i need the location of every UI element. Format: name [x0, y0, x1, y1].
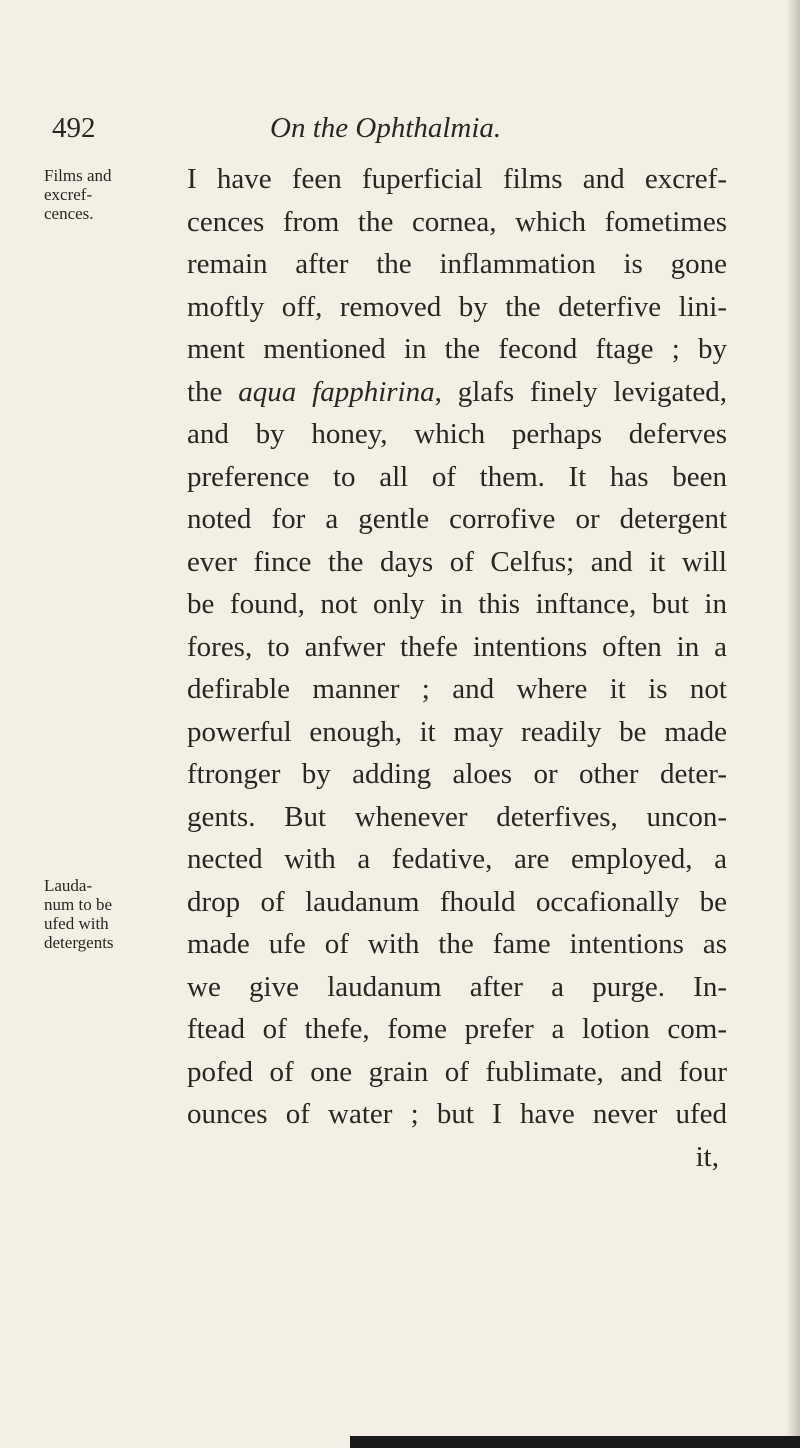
text-line: moftly off, removed by the deterfive lini-: [187, 290, 727, 323]
text-line: noted for a gentle corrofive or detergent: [187, 503, 727, 535]
margin-note-line: ufed with: [44, 914, 109, 933]
text-line: ftronger by adding aloes or other deter-: [187, 758, 727, 790]
text-line: preference to all of them. It has been: [187, 460, 727, 493]
text-line: gents. But whenever deterfives, uncon-: [187, 800, 727, 833]
margin-note-line: cences.: [44, 204, 94, 223]
page-header: [52, 112, 652, 152]
text-segment: the: [187, 375, 239, 408]
text-line: be found, not only in this inftance, but in: [187, 588, 727, 620]
body-text: [187, 158, 727, 1178]
margin-note-films: [44, 166, 144, 223]
catchword: it,: [695, 1140, 719, 1173]
margin-note-line: num to be: [44, 895, 112, 914]
text-line: [187, 371, 727, 414]
margin-note-line: excref-: [44, 185, 93, 204]
italic-term: aqua fapphirina: [238, 375, 435, 408]
margin-note-line: Lauda-: [44, 876, 93, 895]
text-line: defirable manner ; and where it is not: [187, 673, 727, 705]
text-segment: , glafs finely levigated,: [434, 375, 727, 408]
margin-note-laudanum: [44, 876, 144, 952]
text-line: drop of laudanum fhould occafionally be: [187, 885, 727, 918]
bottom-edge-bar: [350, 1436, 800, 1448]
running-title: On the Ophthalmia.: [270, 112, 502, 144]
text-line: remain after the inflammation is gone: [187, 248, 727, 280]
text-line: powerful enough, it may readily be made: [187, 715, 727, 748]
text-line: pofed of one grain of fublimate, and four: [187, 1055, 727, 1088]
page-number: 492: [52, 112, 96, 144]
text-line: ounces of water ; but I have never ufed: [187, 1098, 727, 1130]
text-line: made ufe of with the fame intentions as: [187, 928, 727, 960]
text-line: fores, to anfwer thefe intentions often in a: [187, 630, 727, 663]
text-line: I have feen fuperficial films and excref-: [187, 163, 727, 195]
text-line: and by honey, which perhaps deferves: [187, 418, 727, 450]
margin-note-line: detergents: [44, 933, 114, 952]
text-line: ever fince the days of Celfus; and it will: [187, 545, 727, 578]
text-line: cences from the cornea, which fometimes: [187, 205, 727, 238]
text-line: nected with a fedative, are employed, a: [187, 843, 727, 875]
text-line: ftead of thefe, fome prefer a lotion com-: [187, 1013, 727, 1045]
page-edge-shadow: [786, 0, 800, 1448]
text-line: we give laudanum after a purge. In-: [187, 970, 727, 1003]
text-line: ment mentioned in the fecond ftage ; by: [187, 333, 727, 365]
margin-note-line: Films and: [44, 166, 112, 185]
